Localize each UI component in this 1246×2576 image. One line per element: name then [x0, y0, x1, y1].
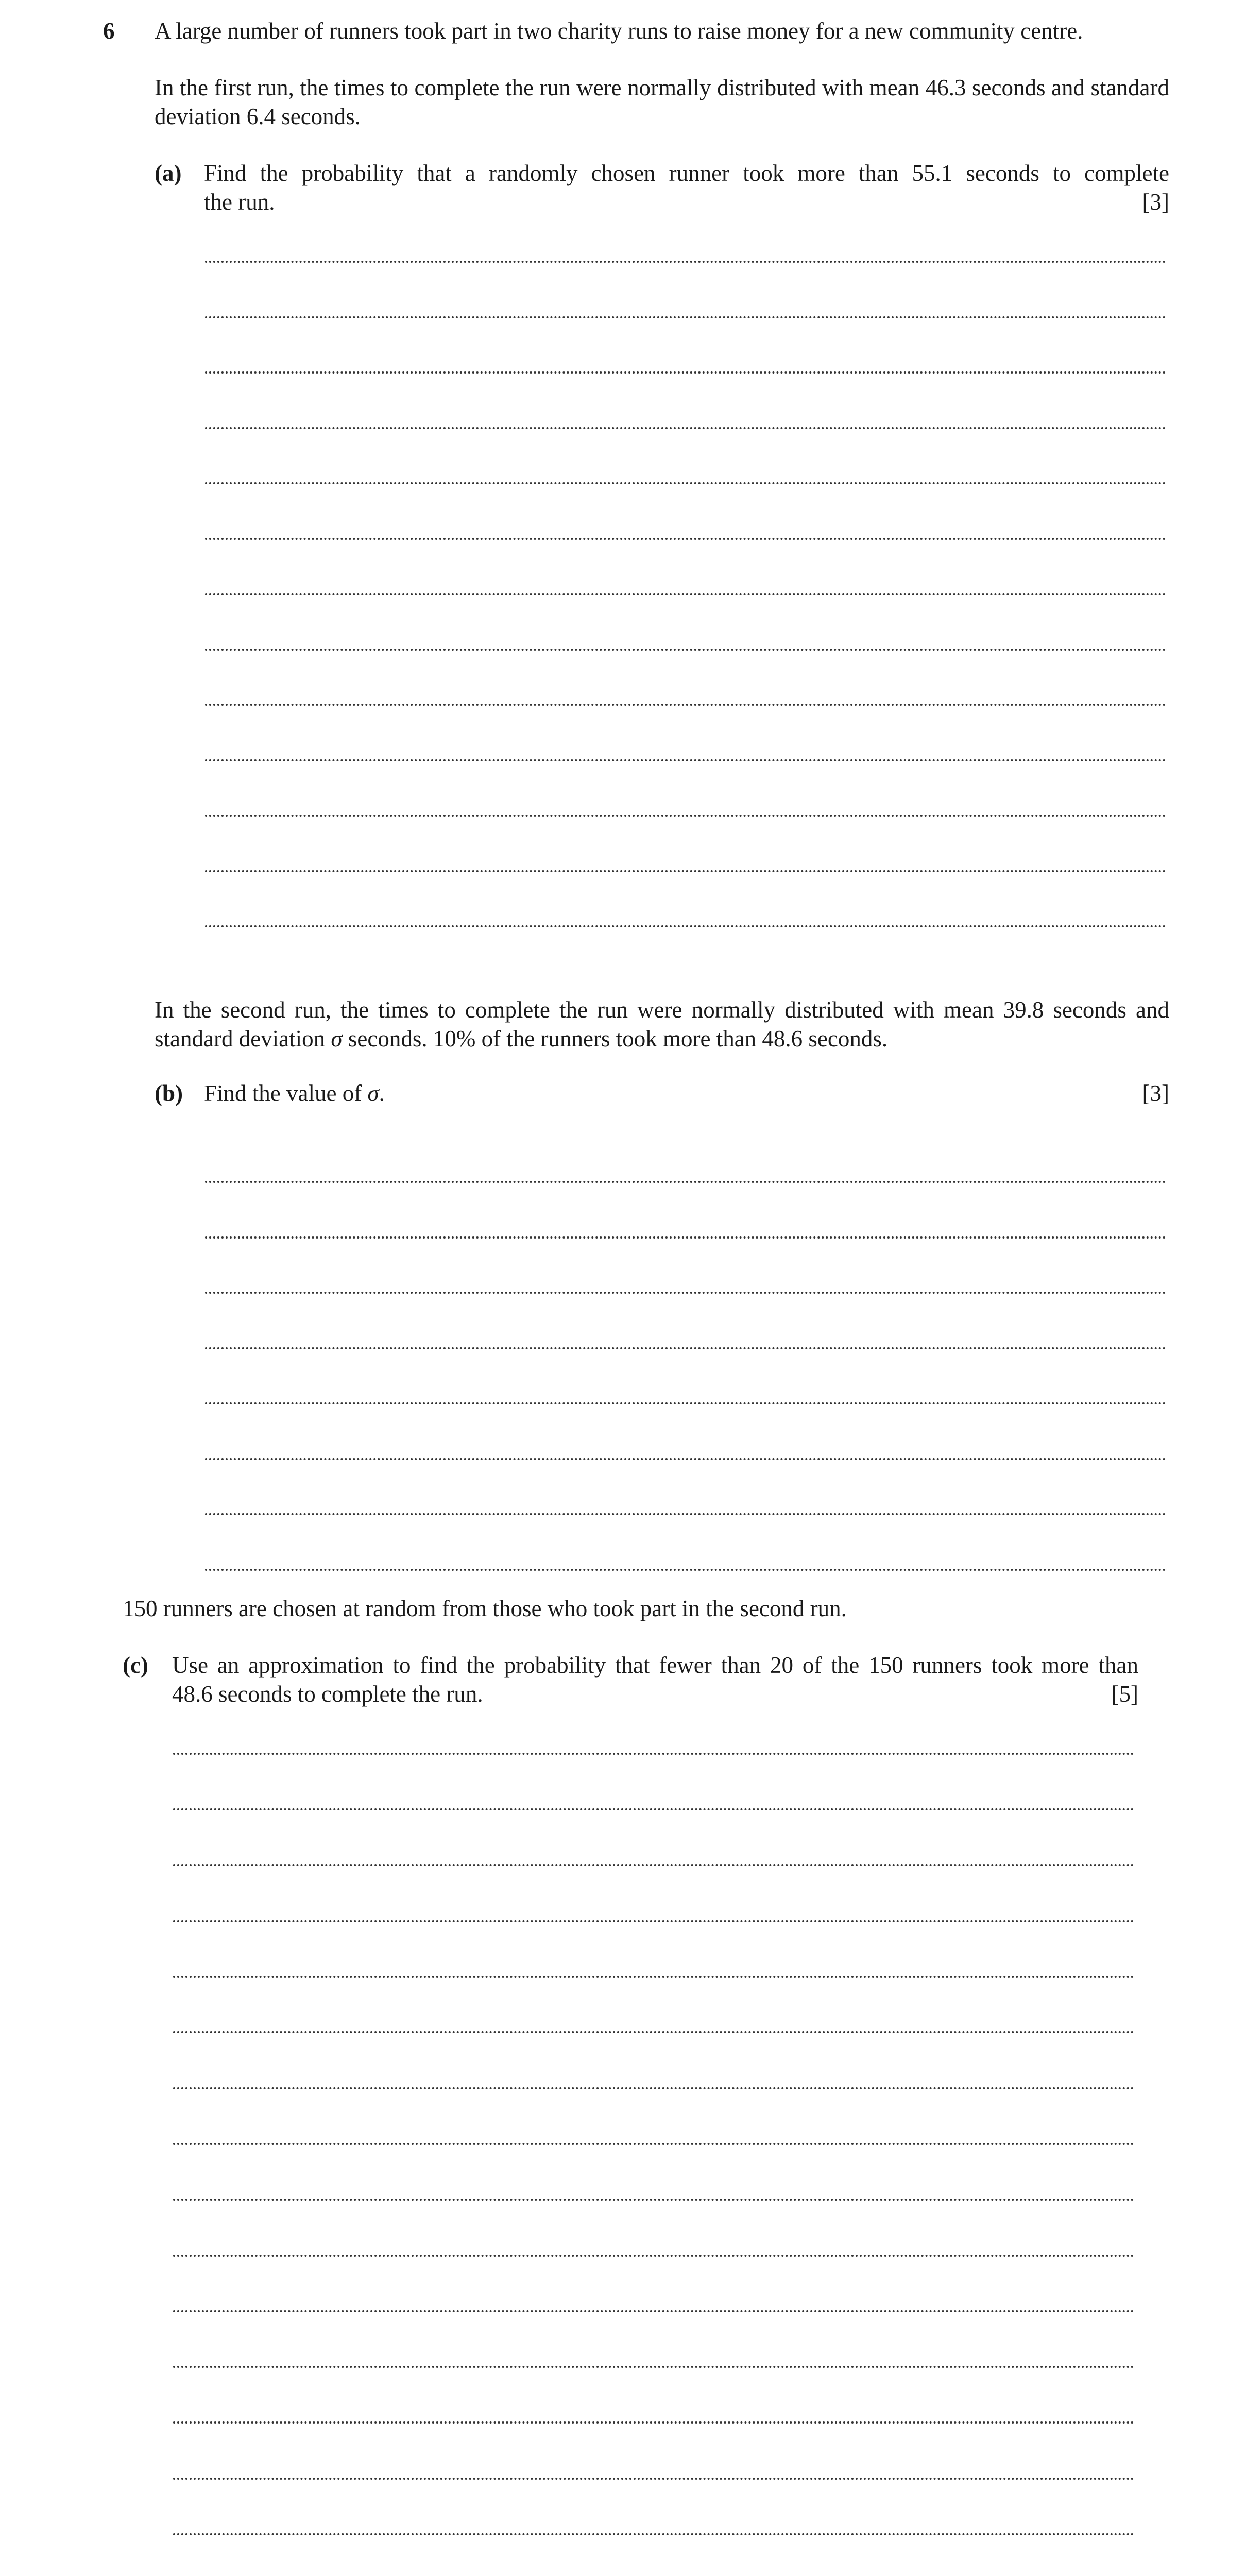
part-a-answer-area[interactable]: [205, 242, 1166, 963]
second-run-description: In the second run, the times to complete the run were normally distributed with mean 39.8 seconds and standard deviation σ seconds. 10% of the runners took more than 48.6 seconds.: [155, 997, 1169, 1052]
answer-line[interactable]: [173, 1920, 1134, 1922]
answer-line[interactable]: [205, 371, 1166, 374]
answer-line[interactable]: [205, 427, 1166, 429]
answer-line[interactable]: [173, 2533, 1134, 2535]
part-a-text-line1: Find the probability that a randomly chosen runner took more than 55.1 seconds to complete: [204, 160, 1169, 186]
part-a-marks: [3]: [1142, 189, 1169, 215]
sample-statement: 150 runners are chosen at random from those who took part in the second run.: [123, 1596, 847, 1621]
part-b-answer-area[interactable]: [205, 1162, 1166, 1574]
answer-line[interactable]: [173, 2310, 1134, 2312]
answer-line[interactable]: [205, 1458, 1166, 1460]
answer-line[interactable]: [173, 1864, 1134, 1866]
answer-line[interactable]: [205, 316, 1166, 318]
part-c-question: [172, 1651, 1138, 1708]
answer-line[interactable]: [205, 1513, 1166, 1515]
question-intro: A large number of runners took part in two charity runs to raise money for a new community centre.: [155, 18, 1083, 44]
part-c-text-line1: Use an approximation to find the probability that fewer than 20 of the 150 runners took more than: [172, 1652, 1138, 1678]
answer-line[interactable]: [205, 704, 1166, 706]
part-c-text-line2-row: [172, 1680, 1138, 1708]
first-run-description: In the first run, the times to complete the run were normally distributed with mean 46.3 seconds and standard deviation 6.4 seconds.: [155, 75, 1169, 129]
answer-line[interactable]: [173, 2366, 1134, 2368]
answer-line[interactable]: [205, 1347, 1166, 1349]
part-b-text: Find the value of σ.: [204, 1080, 385, 1106]
part-b-label: (b): [155, 1080, 183, 1106]
answer-line[interactable]: [173, 2255, 1134, 2257]
part-a-question: [204, 159, 1169, 216]
answer-line[interactable]: [205, 482, 1166, 484]
answer-line[interactable]: [205, 261, 1166, 263]
part-a-text-line2: the run.: [204, 189, 275, 215]
answer-line[interactable]: [173, 1976, 1134, 1978]
sigma-symbol: σ: [367, 1080, 379, 1106]
answer-line[interactable]: [173, 2087, 1134, 2089]
part-c-marks: [5]: [1111, 1681, 1138, 1707]
part-c-text-line2: 48.6 seconds to complete the run.: [172, 1681, 483, 1707]
answer-line[interactable]: [205, 1236, 1166, 1239]
part-b-text-row: [204, 1079, 1169, 1108]
part-b-question: [204, 1079, 1169, 1108]
answer-line[interactable]: [173, 2143, 1134, 2145]
part-c-answer-area[interactable]: [173, 1734, 1134, 2576]
answer-line[interactable]: [205, 538, 1166, 540]
answer-line[interactable]: [173, 2199, 1134, 2201]
answer-line[interactable]: [173, 2478, 1134, 2480]
part-a-label: (a): [155, 160, 182, 186]
part-b-marks: [3]: [1142, 1080, 1169, 1106]
answer-line[interactable]: [173, 2031, 1134, 2033]
answer-line[interactable]: [205, 870, 1166, 872]
answer-line[interactable]: [205, 649, 1166, 651]
answer-line[interactable]: [205, 759, 1166, 761]
answer-line[interactable]: [173, 1753, 1134, 1755]
part-c-label: (c): [123, 1652, 148, 1678]
question-number: 6: [103, 18, 115, 44]
sigma-symbol: σ: [331, 1026, 343, 1052]
part-a-text-line2-row: [204, 188, 1169, 216]
answer-line[interactable]: [205, 925, 1166, 927]
answer-line[interactable]: [205, 1181, 1166, 1183]
answer-line[interactable]: [205, 1569, 1166, 1571]
answer-line[interactable]: [205, 1402, 1166, 1404]
answer-line[interactable]: [173, 1808, 1134, 1810]
answer-line[interactable]: [205, 593, 1166, 595]
answer-line[interactable]: [173, 2421, 1134, 2424]
answer-line[interactable]: [205, 815, 1166, 817]
answer-line[interactable]: [205, 1292, 1166, 1294]
